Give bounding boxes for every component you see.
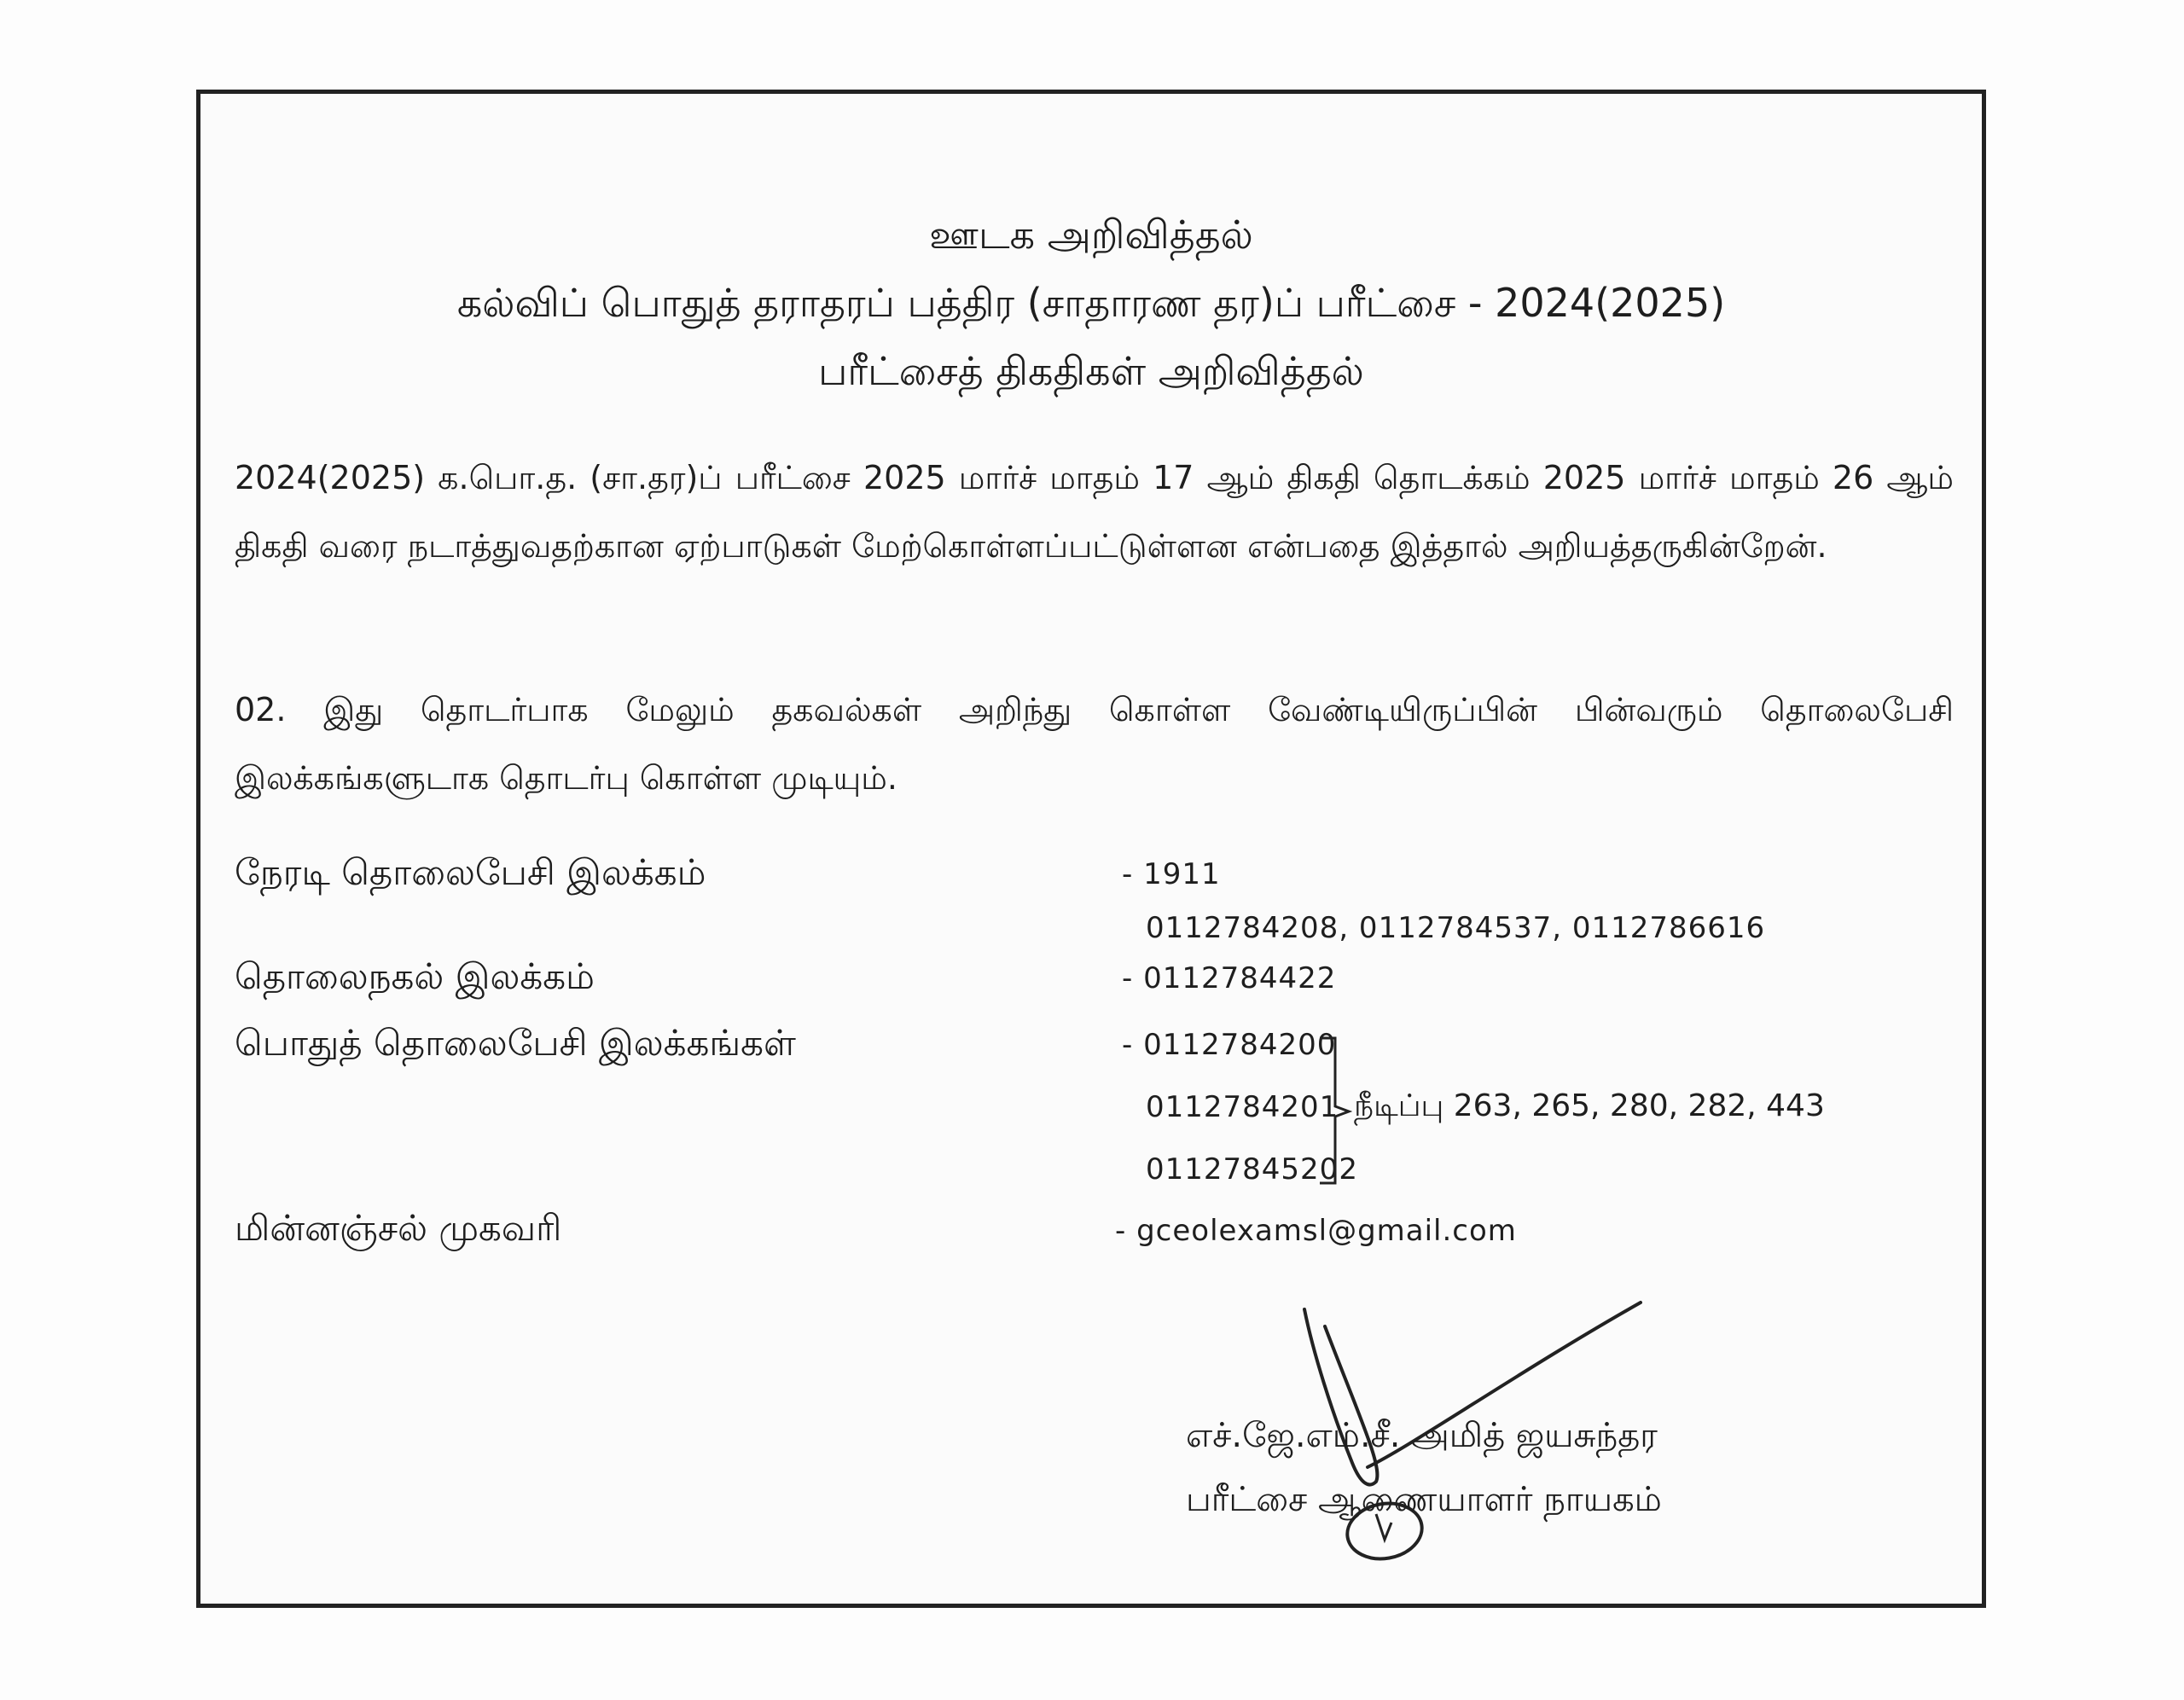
exam-title: கல்விப் பொதுத் தராதரப் பத்திர (சாதாரண தர)ப் பரீட்சை - 2024(2025) [456, 280, 1726, 326]
general-phone-3: 01127845202 [1146, 1152, 1358, 1187]
hotline-numbers: 0112784208, 0112784537, 0112786616 [1146, 911, 1766, 945]
general-phone-1: - 0112784200 [1122, 1028, 1337, 1062]
general-phone-2: 0112784201 [1146, 1090, 1339, 1124]
signatory-title: பரீட்சை ஆணையாளர் நாயகம் [1186, 1480, 1662, 1519]
right-brace-icon [1318, 1036, 1352, 1186]
general-phones-label: பொதுத் தொலைபேசி இலக்கங்கள் [235, 1022, 796, 1064]
hotline-value: - 1911 [1122, 857, 1221, 891]
email-value: - gceolexamsl@gmail.com [1115, 1214, 1517, 1248]
fax-label: தொலைநகல் இலக்கம் [235, 955, 595, 997]
extension-numbers: நீடிப்பு 263, 265, 280, 282, 443 [1354, 1088, 1825, 1123]
fax-value: - 0112784422 [1122, 961, 1337, 995]
notice-heading: ஊடக அறிவித்தல் [929, 212, 1253, 258]
notice-frame [196, 90, 1986, 1608]
signatory-name: எச்.ஜே.எம்.சீ. அமித் ஜயசுந்தர [1186, 1416, 1658, 1455]
email-label: மின்னஞ்சல் முகவரி [235, 1207, 562, 1249]
paragraph-contact-info: 02. இது தொடர்பாக மேலும் தகவல்கள் அறிந்து கொள்ள வேண்டியிருப்பின் பின்வரும் தொலைபேசி இலக்கங்களுடாக தொடர்பு கொள்ள முடியும். [235, 691, 1954, 797]
hotline-label: நேரடி தொலைபேசி இலக்கம் [235, 851, 706, 893]
notice-subheading: பரீட்சைத் திகதிகள் அறிவித்தல் [818, 348, 1364, 394]
paragraph-exam-dates: 2024(2025) க.பொ.த. (சா.தர)ப் பரீட்சை 2025 மார்ச் மாதம் 17 ஆம் திகதி தொடக்கம் 2025 மார்ச் மாதம் 26 ஆம் திகதி வரை நடாத்துவதற்கான ஏற்பாடுகள் மேற்கொள்ளப்பட்டுள்ளன என்பதை இத்தால் அறியத்தருகின்றேன். [235, 459, 1954, 565]
